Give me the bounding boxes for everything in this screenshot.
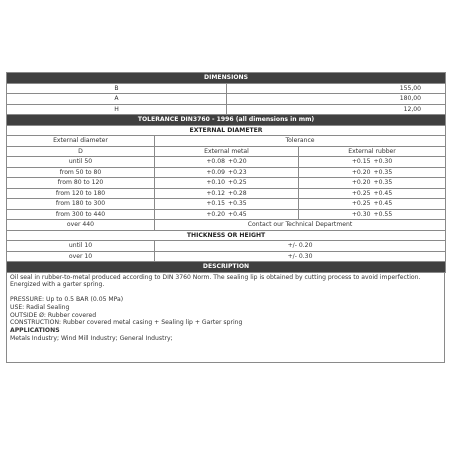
dimension-row bbox=[7, 83, 446, 94]
metal-min: +0.10 bbox=[206, 179, 225, 186]
rubber-cell bbox=[299, 199, 446, 210]
description-header: DESCRIPTION bbox=[7, 262, 446, 273]
rubber-max: +0.35 bbox=[373, 179, 393, 186]
col-tolerance: Tolerance bbox=[155, 136, 446, 147]
metal-cell bbox=[155, 188, 299, 199]
tolerance-header: TOLERANCE DIN3760 - 1996 (all dimensions in mm) bbox=[7, 115, 446, 126]
metal-max: +0.20 bbox=[228, 158, 247, 165]
dimension-row bbox=[7, 94, 446, 105]
spec-table bbox=[6, 72, 446, 273]
metal-cell bbox=[155, 157, 299, 168]
rubber-cell bbox=[299, 157, 446, 168]
thickness-row bbox=[7, 251, 446, 262]
tolerance-over-row bbox=[7, 220, 446, 231]
range-cell: from 80 to 120 bbox=[7, 178, 155, 189]
dimension-label: B bbox=[7, 83, 227, 94]
rubber-min: +0.25 bbox=[351, 189, 371, 197]
tolerance-row bbox=[7, 167, 446, 178]
description-header-row bbox=[7, 262, 446, 273]
range-cell: from 300 to 440 bbox=[7, 209, 155, 220]
metal-min: +0.08 bbox=[206, 158, 225, 165]
metal-max: +0.35 bbox=[228, 200, 247, 207]
contact-cell: Contact our Technical Department bbox=[155, 220, 446, 231]
range-cell: until 50 bbox=[7, 157, 155, 168]
tolerance-row bbox=[7, 199, 446, 210]
dimension-row bbox=[7, 104, 446, 115]
thickness-range: until 10 bbox=[7, 241, 155, 252]
thickness-header-row bbox=[7, 230, 446, 241]
column-header-row bbox=[7, 136, 446, 147]
spec-sheet bbox=[6, 72, 445, 363]
tolerance-header-row bbox=[7, 115, 446, 126]
applications-title: APPLICATIONS bbox=[10, 327, 60, 335]
thickness-value: +/- 0.30 bbox=[155, 251, 446, 262]
rubber-min: +0.30 bbox=[351, 210, 371, 218]
tolerance-row bbox=[7, 157, 446, 168]
external-diameter-header-row bbox=[7, 125, 446, 136]
metal-max: +0.25 bbox=[228, 179, 247, 186]
metal-cell bbox=[155, 178, 299, 189]
tolerance-row bbox=[7, 178, 446, 189]
column-subheader-row bbox=[7, 146, 446, 157]
range-cell: from 120 to 180 bbox=[7, 188, 155, 199]
metal-max: +0.28 bbox=[228, 189, 247, 197]
rubber-cell bbox=[299, 209, 446, 220]
col-external-metal: External metal bbox=[155, 146, 299, 157]
dimension-label: H bbox=[7, 104, 227, 115]
metal-max: +0.23 bbox=[228, 168, 247, 176]
description-intro: Oil seal in rubber-to-metal produced according to DIN 3760 Norm. The sealing lip is obtained by cutting process to avoid imperfection. Energized with a garter spring. bbox=[10, 273, 421, 289]
rubber-cell bbox=[299, 188, 446, 199]
rubber-max: +0.35 bbox=[373, 168, 393, 176]
metal-min: +0.09 bbox=[206, 168, 225, 176]
range-cell: over 440 bbox=[7, 220, 155, 231]
rubber-max: +0.45 bbox=[373, 200, 393, 207]
rubber-min: +0.20 bbox=[351, 179, 371, 186]
description-use: USE: Radial Sealing bbox=[10, 303, 70, 311]
description-pressure: PRESSURE: Up to 0.5 BAR (0.05 MPa) bbox=[10, 296, 124, 304]
description-body bbox=[6, 273, 445, 363]
thickness-row bbox=[7, 241, 446, 252]
applications-list: Metals Industry; Wind Mill Industry; General Industry; bbox=[10, 335, 173, 343]
col-d: D bbox=[7, 146, 155, 157]
metal-cell bbox=[155, 199, 299, 210]
metal-min: +0.15 bbox=[206, 200, 225, 207]
rubber-cell bbox=[299, 178, 446, 189]
dimensions-header-row bbox=[7, 73, 446, 84]
thickness-value: +/- 0.20 bbox=[155, 241, 446, 252]
range-cell: from 50 to 80 bbox=[7, 167, 155, 178]
dimension-value: 12,00 bbox=[227, 104, 446, 115]
range-cell: from 180 to 300 bbox=[7, 199, 155, 210]
thickness-range: over 10 bbox=[7, 251, 155, 262]
description-construction: CONSTRUCTION: Rubber covered metal casing + Sealing lip + Garter spring bbox=[10, 319, 243, 327]
rubber-max: +0.45 bbox=[373, 189, 393, 197]
metal-cell bbox=[155, 209, 299, 220]
tolerance-row bbox=[7, 188, 446, 199]
tolerance-row bbox=[7, 209, 446, 220]
external-diameter-header: EXTERNAL DIAMETER bbox=[7, 125, 446, 136]
rubber-min: +0.25 bbox=[351, 200, 371, 207]
dimensions-header: DIMENSIONS bbox=[7, 73, 446, 84]
metal-min: +0.12 bbox=[206, 189, 225, 197]
description-outside: OUTSIDE Ø: Rubber covered bbox=[10, 311, 97, 319]
dimension-value: 180,00 bbox=[227, 94, 446, 105]
metal-min: +0.20 bbox=[206, 210, 225, 218]
dimension-value: 155,00 bbox=[227, 83, 446, 94]
rubber-min: +0.15 bbox=[351, 158, 371, 165]
col-external-diameter: External diameter bbox=[7, 136, 155, 147]
thickness-header: THICKNESS OR HEIGHT bbox=[7, 230, 446, 241]
rubber-max: +0.55 bbox=[373, 210, 393, 218]
rubber-cell bbox=[299, 167, 446, 178]
metal-cell bbox=[155, 167, 299, 178]
dimension-label: A bbox=[7, 94, 227, 105]
metal-max: +0.45 bbox=[228, 210, 247, 218]
rubber-max: +0.30 bbox=[373, 158, 393, 165]
rubber-min: +0.20 bbox=[351, 168, 371, 176]
col-external-rubber: External rubber bbox=[299, 146, 446, 157]
